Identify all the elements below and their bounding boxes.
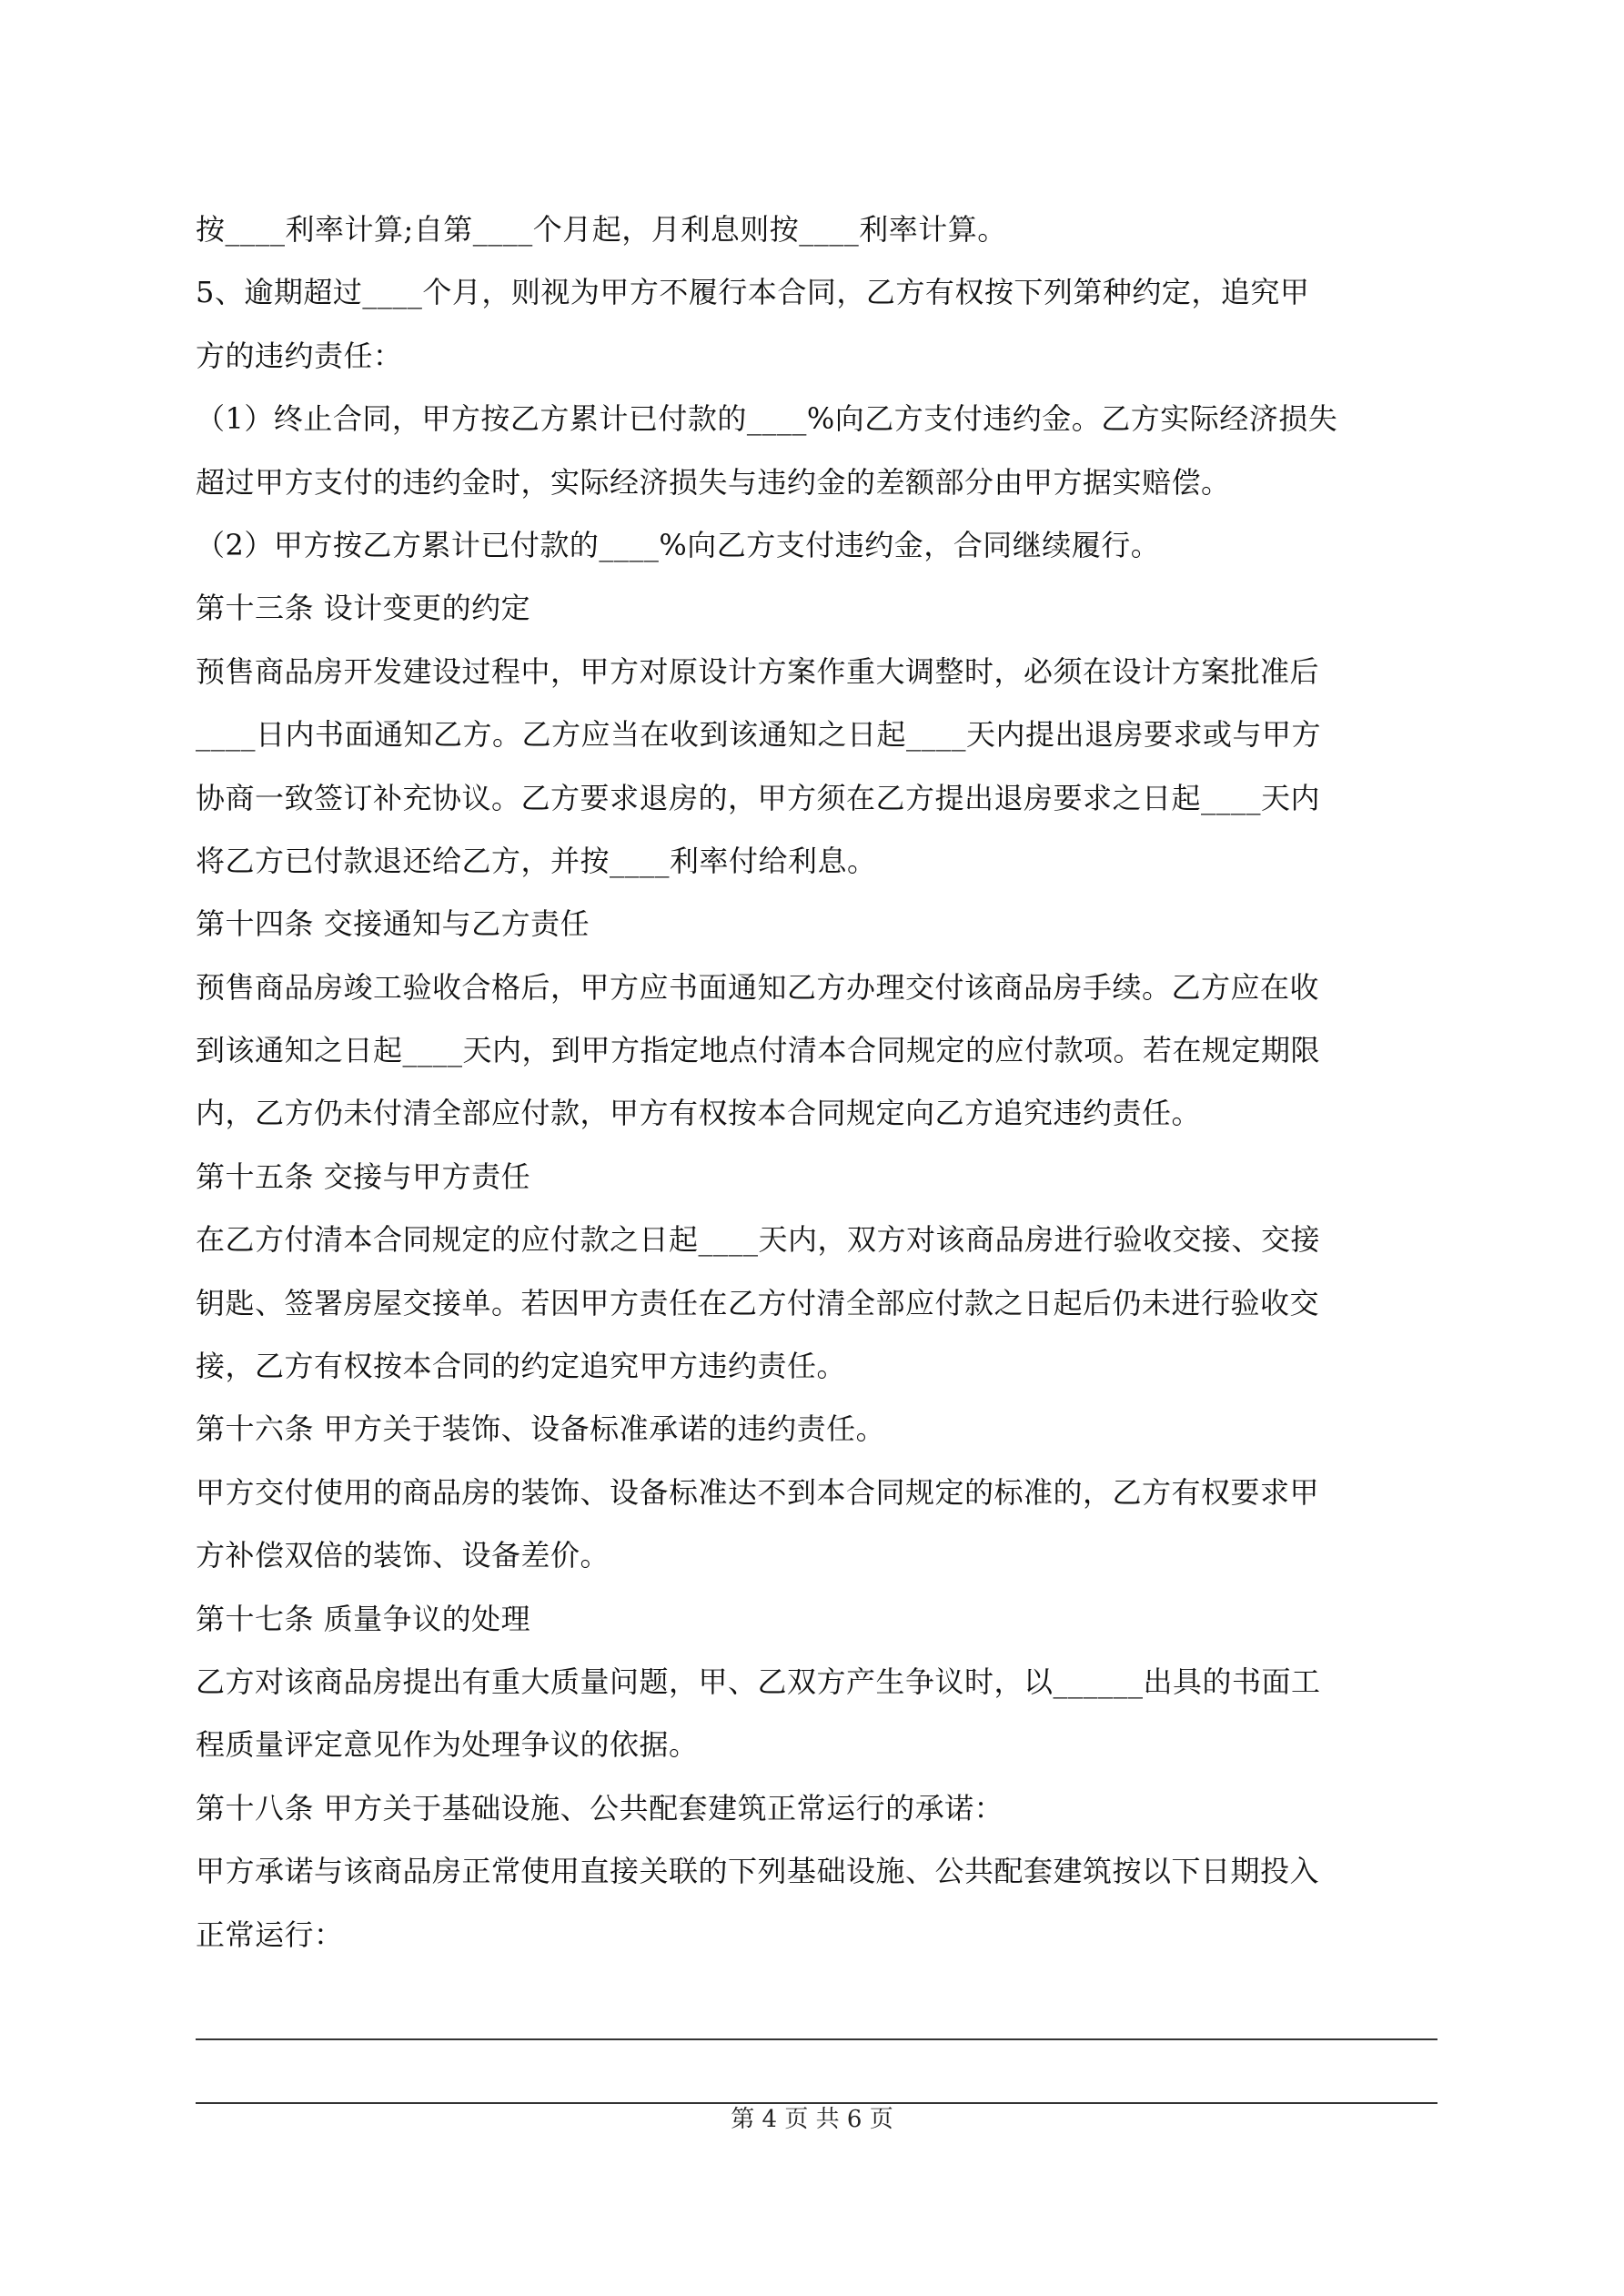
text-line: 预售商品房竣工验收合格后，甲方应书面通知乙方办理交付该商品房手续。乙方应在收 [196,969,1320,1005]
section-heading: 第十五条 交接与甲方责任 [196,1158,531,1194]
text-line: 乙方对该商品房提出有重大质量问题，甲、乙双方产生争议时，以______出具的书面工 [196,1664,1321,1699]
section-heading: 第十七条 质量争议的处理 [196,1601,531,1636]
text-line: 到该通知之日起____天内，到甲方指定地点付清本合同规定的应付款项。若在规定期限 [196,1033,1321,1068]
text-line: 方的违约责任： [196,338,403,373]
section-heading: 第十八条 甲方关于基础设施、公共配套建筑正常运行的承诺： [196,1790,1004,1826]
section-heading: 第十六条 甲方关于装饰、设备标准承诺的违约责任。 [196,1411,886,1447]
text-line: 程质量评定意见作为处理争议的依据。 [196,1727,699,1763]
page-footer: 第 4 页 共 6 页 [731,2106,893,2133]
text-line: 按____利率计算;自第____个月起，月利息则按____利率计算。 [196,212,1007,247]
text-line: 甲方承诺与该商品房正常使用直接关联的下列基础设施、公共配套建筑按以下日期投入 [196,1854,1320,1889]
text-line: 内，乙方仍未付清全部应付款，甲方有权按本合同规定向乙方追究违约责任。 [196,1096,1202,1131]
text-line: 超过甲方支付的违约金时，实际经济损失与违约金的差额部分由甲方据实赔偿。 [196,464,1231,500]
text-line: 在乙方付清本合同规定的应付款之日起____天内，双方对该商品房进行验收交接、交接 [196,1222,1321,1258]
text-line: 预售商品房开发建设过程中，甲方对原设计方案作重大调整时，必须在设计方案批准后 [196,653,1320,689]
text-line: 接，乙方有权按本合同的约定追究甲方违约责任。 [196,1349,847,1384]
text-line: 协商一致签订补充协议。乙方要求退房的，甲方须在乙方提出退房要求之日起____天内 [196,780,1321,815]
blank-fill-line [196,2038,1437,2040]
text-line: 5、逾期超过____个月，则视为甲方不履行本合同，乙方有权按下列第种约定，追究甲 [196,275,1310,310]
text-line: （1）终止合同，甲方按乙方累计已付款的____%向乙方支付违约金。乙方实际经济损失 [196,401,1338,437]
text-line: 钥匙、签署房屋交接单。若因甲方责任在乙方付清全部应付款之日起后仍未进行验收交 [196,1285,1320,1320]
text-line: ____日内书面通知乙方。乙方应当在收到该通知之日起____天内提出退房要求或与甲方 [196,717,1322,753]
section-heading: 第十四条 交接通知与乙方责任 [196,906,590,942]
section-heading: 第十三条 设计变更的约定 [196,591,531,626]
text-line: 甲方交付使用的商品房的装饰、设备标准达不到本合同规定的标准的，乙方有权要求甲 [196,1474,1320,1510]
text-line: 正常运行： [196,1917,344,1952]
text-line: 方补偿双倍的装饰、设备差价。 [196,1538,610,1573]
text-line: 将乙方已付款退还给乙方，并按____利率付给利息。 [196,843,877,878]
text-line: （2）甲方按乙方累计已付款的____%向乙方支付违约金，合同继续履行。 [196,527,1161,562]
document-body [196,198,1437,1967]
